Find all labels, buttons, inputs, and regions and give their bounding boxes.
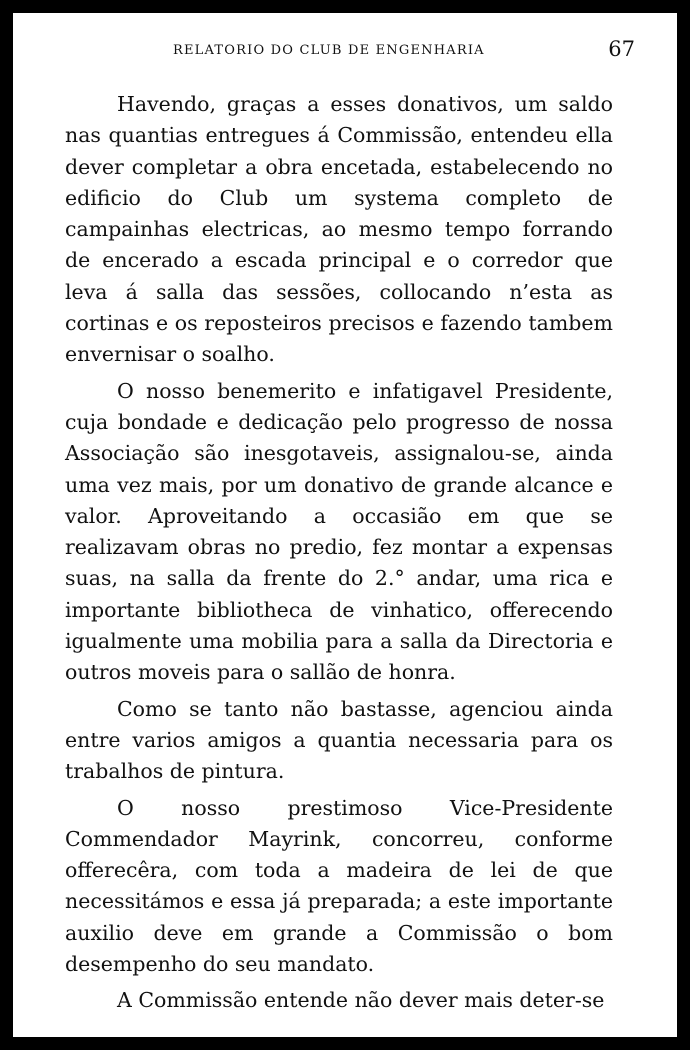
book-page [13, 13, 677, 1037]
paragraph: A Commissão entende não dever mais deter-se [117, 988, 605, 1013]
paragraph: Havendo, graças a esses donativos, um saldo nas quantias entregues á Commissão, entendeu ella dever completar a obra encetada, estabelecendo no edificio do Club um systema completo de campainhas electricas, ao mesmo tempo forrando de encerado a escada principal e o corredor que leva á salla das sessões, collocando n’esta as cortinas e os reposteiros precisos e fazendo tambem envernisar o soalho. [65, 92, 613, 367]
running-title: RELATORIO DO CLUB DE ENGENHARIA [173, 43, 485, 58]
page-number: 67 [608, 37, 635, 61]
paragraph: O nosso benemerito e infatigavel Presidente, cuja bondade e dedicação pelo progresso de nossa Associação são inesgotaveis, assignalou-se, ainda uma vez mais, por um donativo de grande alcance e valor. Aproveitando a occasião em que se realizavam obras no predio, fez montar a expensas suas, na salla da frente do 2.° andar, uma rica e importante bibliotheca de vinhatico, offerecendo igualmente uma mobilia para a salla da Directoria e outros moveis para o sallão de honra. [65, 378, 613, 685]
body-text [65, 89, 613, 1017]
paragraph: Como se tanto não bastasse, agenciou ainda entre varios amigos a quantia necessaria para os trabalhos de pintura. [65, 696, 613, 784]
paragraph: O nosso prestimoso Vice-Presidente Commendador Mayrink, concorreu, conforme offerecêra, com toda a madeira de lei de que necessitámos e essa já preparada; a este importante auxilio deve em grande a Commissão o bom desempenho do seu mandato. [65, 795, 613, 977]
page-header [13, 37, 677, 67]
